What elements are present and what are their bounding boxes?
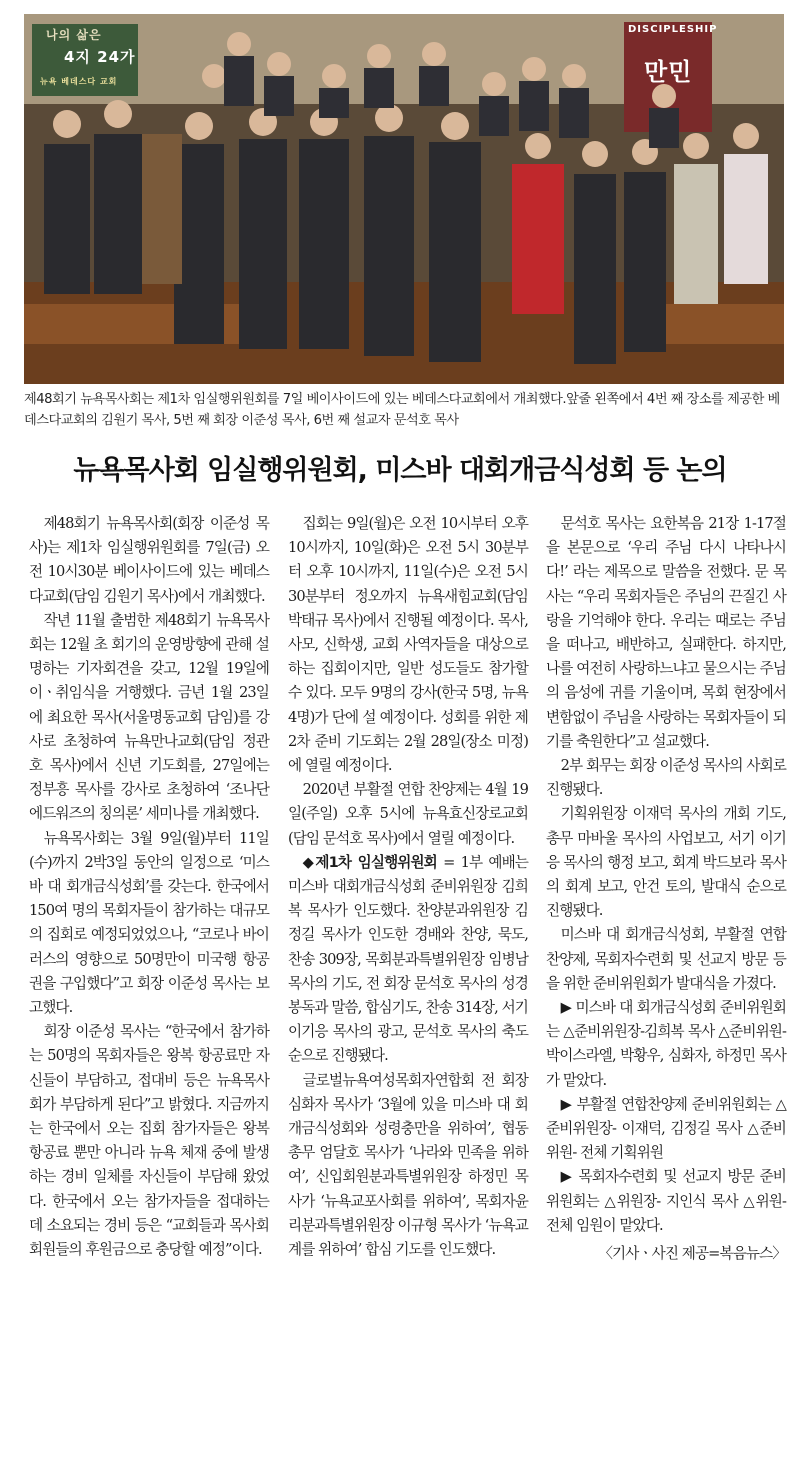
paragraph: 2부 회무는 회장 이준성 목사의 사회로 진행됐다.: [546, 757, 786, 799]
paragraph: 뉴욕목사회는 3월 9일(월)부터 11일(수)까지 2박3일 동안의 일정으로 ‘미스바 대 회개금식성회’를 갖는다. 한국에서 150여 명의 목회자들이 참가하는 대규모의 집회로 예정되었었으나, “코로나 바이러스의 영향으로 50명만이 미국행 항공권을 구입했다”고 회장 이준성 목사는 보고했다.: [29, 829, 269, 1017]
banner-left-top: 나의 삶은: [46, 28, 102, 42]
banner-right-mid: 만민: [644, 58, 693, 86]
paragraph: 제48회기 뉴욕목사회(회장 이준성 목사)는 제1차 임실행위원회를 7일(금) 오전 10시30분 베이사이드에 있는 베데스다교회(담임 김원기 목사)에서 개최했다.: [29, 515, 269, 605]
group-photo: [24, 14, 784, 384]
banner-left-church: 뉴욕 베데스다 교회: [40, 77, 118, 86]
article-column-2: [288, 512, 528, 1262]
paragraph: 문석호 목사는 요한복음 21장 1-17절을 본문으로 ‘우리 주님 다시 나타나시다!’ 라는 제목으로 말씀을 전했다. 문 목사는 “우리 목회자들은 주님의 끈질긴 사랑을 기억해야 한다. 우리는 때로는 주님을 떠나고, 배반하고, 실패한다. 하지만, 나를 여전히 사랑하느냐고 물으시는 주님의 음성에 귀를 기울이며, 목회 현장에서 변함없이 주님을 사랑하는 목회자들이 되기를 축원한다”고 설교했다.: [546, 515, 786, 750]
photo-caption: 제48회기 뉴욕목사회는 제1차 임실행위원회를 7일 베이사이드에 있는 베데스다교회에서 개최했다.앞줄 왼쪽에서 4번 째 장소를 제공한 베데스다교회의 김원기 목사, 5번 째 회장 이준성 목사, 6번 째 설교자 문석호 목사: [24, 392, 780, 428]
photo-credit: 〈기사ㆍ사진 제공=복음뉴스〉: [598, 1245, 786, 1263]
paragraph: 작년 11월 출범한 제48회기 뉴욕목사회는 12월 초 회기의 운영방향에 관해 설명하는 기자회견을 갖고, 12월 19일에 이ㆍ취임식을 거행했다. 금년 1월 23일에 최요한 목사(서울명동교회 담임)를 강사로 초청하여 뉴욕만나교회(담임 정관호 목사)에서 신년 기도회를, 27일에는 정부흥 목사를 강사로 초청하여 ‘조나단 에드워즈의 칭의론’ 세미나를 개최했다.: [29, 611, 269, 823]
subsection-heading: ◆제1차 임실행위원회: [302, 853, 437, 871]
article-headline: 뉴욕목사회 임실행위원회, 미스바 대회개금식성회 등 논의: [73, 455, 727, 486]
paragraph: 회장 이준성 목사는 “한국에서 참가하는 50명의 목회자들은 왕복 항공료만 자신들이 부담하고, 접대비 등은 뉴욕목사회가 부담하게 된다”고 밝혔다. 지금까지는 한국에서 오는 집회 참가자들은 왕복 항공료 뿐만 아니라 뉴욕 체재 중에 발생하는 경비 일체를 자신들이 부담해 왔었다. 한국에서 오는 참가자들을 접대하는 데 소요되는 경비 등은 “교회들과 목사회 회원들의 후원금으로 충당할 예정”이다.: [29, 1023, 269, 1259]
paragraph: ▶ 목회자수련회 및 선교지 방문 준비위원회는 △위원장- 지인식 목사 △위원- 전체 임원이 맡았다.: [546, 1168, 786, 1234]
banner-right-top: DISCIPLESHIP: [628, 24, 718, 35]
paragraph: 미스바 대 회개금식성회, 부활절 연합찬양제, 목회자수련회 및 선교지 방문 등을 위한 준비위원회가 발대식을 가졌다.: [546, 926, 786, 992]
subsection-paragraph: [288, 851, 528, 1069]
paragraph: ▶ 부활절 연합찬양제 준비위원회는 △준비위원장- 이재덕, 김정길 목사 △준비위원- 전체 기획위원: [546, 1095, 786, 1162]
paragraph: 글로벌뉴욕여성목회자연합회 전 회장 심화자 목사가 ‘3월에 있을 미스바 대 회개금식성회와 성령충만을 위하여’, 협동총무 엄달호 목사가 ‘나라와 민족을 위하여’, 신입회원분과특별위원장 하정민 목사가 ‘뉴욕교포사회를 위하여’, 목회자윤리분과특별위원장 이규형 목사가 ‘뉴욕교계를 위하여’ 합심 기도를 인도했다.: [288, 1071, 528, 1259]
article-column-1: [29, 512, 269, 1262]
paragraph: 기획위원장 이재덕 목사의 개회 기도, 총무 마바울 목사의 사업보고, 서기 이기응 목사의 행정 보고, 회계 박드보라 목사의 회계 보고, 안건 토의, 발대식 순으로 진행됐다.: [546, 805, 786, 920]
subsection-text: = 1부 예배는 미스바 대회개금식성회 준비위원장 김희복 목사가 인도했다. 찬양분과위원장 김정길 목사가 인도한 경배와 찬양, 묵도, 찬송 309장, 목회분과특별위원장 임병남 목사의 기도, 전 회장 문석호 목사의 성경 봉독과 말씀, 합심기도, 찬송 314장, 서기 이기응 목사의 광고, 문석호 목사의 축도 순으로 진행됐다.: [288, 853, 528, 1065]
article-column-3: [546, 512, 786, 1266]
paragraph: 2020년 부활절 연합 찬양제는 4월 19일(주일) 오후 5시에 뉴욕효신장로교회(담임 문석호 목사)에서 열릴 예정이다.: [288, 781, 528, 847]
paragraph: 집회는 9일(월)은 오전 10시부터 오후 10시까지, 10일(화)은 오전 5시 30분부터 오후 10시까지, 11일(수)은 오전 5시 30분부터 정오까지 뉴욕새힘교회(담임 박태규 목사)에서 진행될 예정이다. 목사, 사모, 신학생, 교회 사역자들을 대상으로 하는 집회이지만, 일반 성도들도 참가할 수 있다. 모두 9명의 강사(한국 5명, 뉴욕 4명)가 단에 설 예정이다. 성회를 위한 제2차 준비 기도회는 2월 28일(장소 미정)에 열릴 예정이다.: [288, 515, 528, 775]
paragraph: ▶ 미스바 대 회개금식성회 준비위원회는 △준비위원장-김희복 목사 △준비위원- 박이스라엘, 박황우, 심화자, 하정민 목사가 맡았다.: [546, 999, 786, 1089]
banner-left-mid: 4지 24가: [64, 48, 136, 66]
